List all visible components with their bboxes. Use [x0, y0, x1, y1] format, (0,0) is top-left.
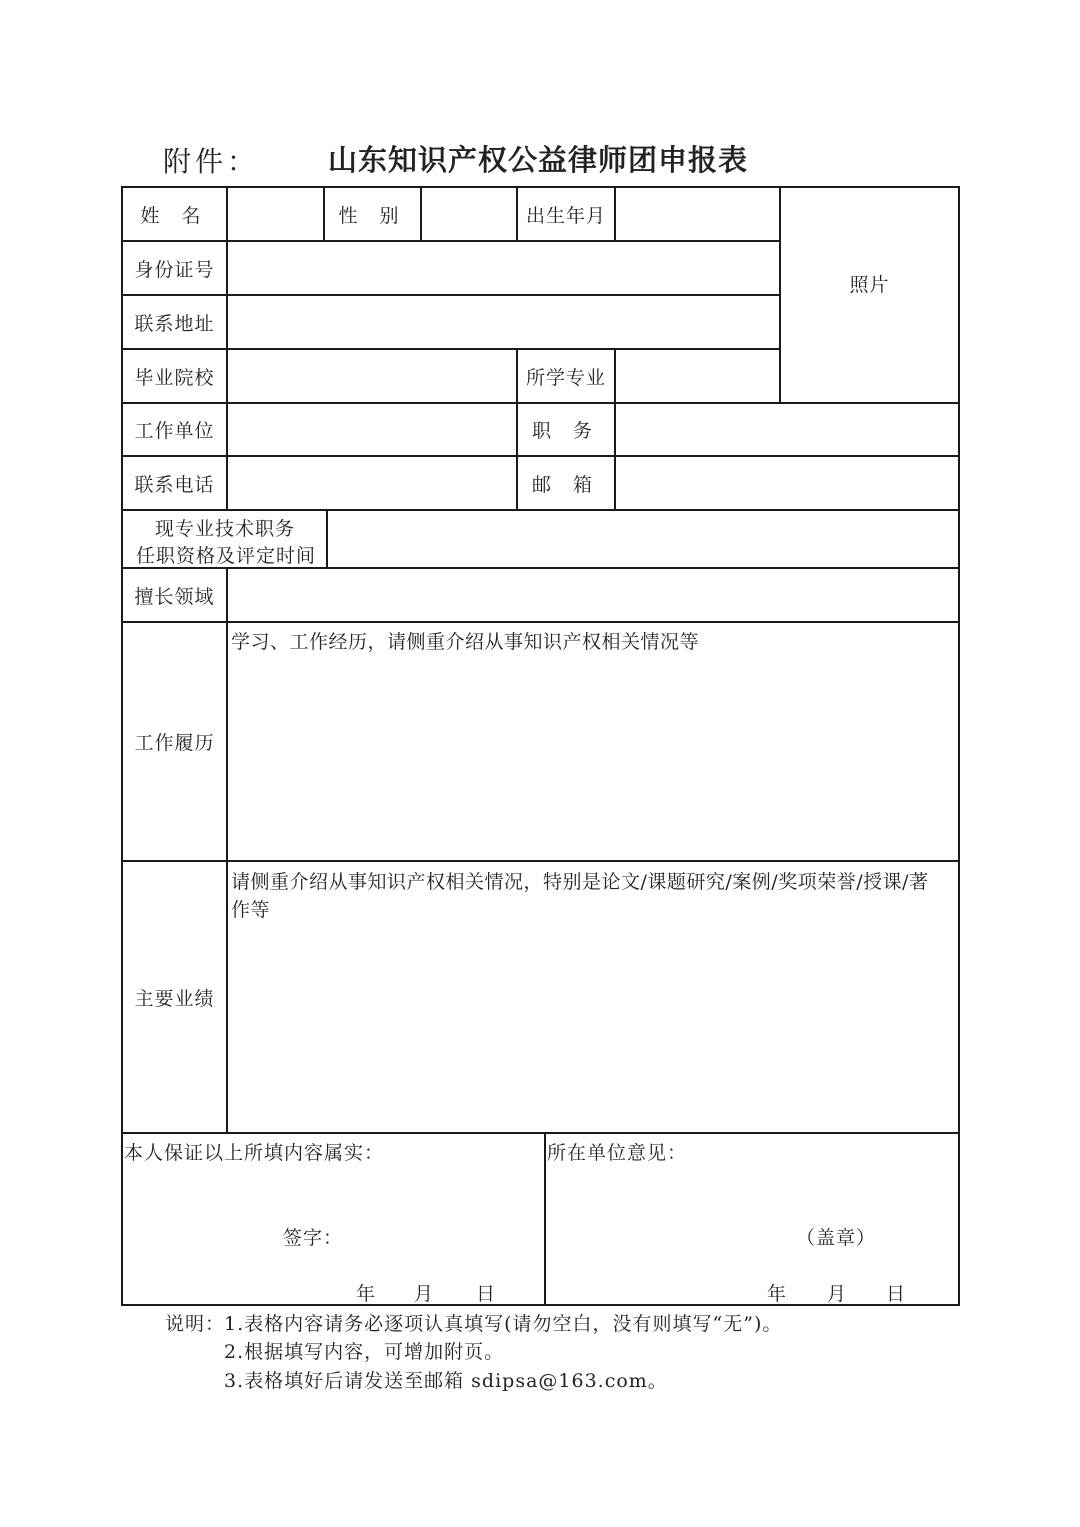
professional-title-field[interactable]: [328, 511, 958, 567]
phone-label: 联系电话: [134, 473, 215, 496]
seal-label: （盖章）: [796, 1227, 877, 1249]
unit-opinion-label: 所在单位意见：: [547, 1142, 688, 1164]
pledge-text: 本人保证以上所填内容属实：: [124, 1142, 385, 1164]
email-field[interactable]: [616, 457, 958, 509]
id-number-field[interactable]: [228, 242, 779, 294]
name-field[interactable]: [228, 188, 323, 240]
employer-label: 工作单位: [134, 420, 215, 442]
address-label: 联系地址: [134, 312, 215, 335]
opinion-date-year: 年: [767, 1283, 788, 1305]
gender-label: 性 别: [338, 204, 407, 227]
birth-date-label: 出生年月: [525, 204, 606, 227]
address-field[interactable]: [228, 296, 779, 348]
position-label: 职 务: [531, 420, 601, 442]
note-item: 1.表格内容请务必逐项认真填写(请勿空白，没有则填写“无”)。: [224, 1313, 783, 1335]
name-label: 姓 名: [140, 204, 209, 227]
major-label: 所学专业: [525, 366, 606, 389]
signature-label: 签字：: [283, 1227, 344, 1249]
work-history-hint: 学习、工作经历，请侧重介绍从事知识产权相关情况等: [231, 631, 700, 653]
form-title: 山东知识产权公益律师团申报表: [328, 143, 749, 177]
note-item: 2.根据填写内容，可增加附页。: [224, 1341, 505, 1363]
school-label: 毕业院校: [134, 366, 215, 389]
achievements-hint-line2: 作等: [231, 899, 271, 921]
achievements-field[interactable]: [228, 862, 958, 1132]
expertise-label: 擅长领域: [134, 585, 215, 608]
birth-date-field[interactable]: [616, 188, 779, 240]
gender-field[interactable]: [422, 188, 516, 240]
major-field[interactable]: [616, 350, 779, 402]
work-history-field[interactable]: [228, 623, 958, 860]
photo-box[interactable]: 照片: [849, 273, 890, 296]
pledge-cell[interactable]: [123, 1134, 544, 1304]
email-label: 邮 箱: [531, 473, 601, 496]
pledge-date-day: 日: [476, 1283, 497, 1305]
school-field[interactable]: [228, 350, 516, 402]
work-history-label: 工作履历: [134, 732, 215, 754]
opinion-date-day: 日: [886, 1283, 907, 1305]
employer-field[interactable]: [228, 404, 516, 455]
attachment-label: 附件：: [163, 145, 260, 178]
pledge-date-month: 月: [414, 1283, 435, 1305]
expertise-field[interactable]: [228, 569, 958, 621]
note-item: 3.表格填好后请发送至邮箱 sdipsa@163.com。: [224, 1370, 668, 1392]
notes-prefix: 说明：: [165, 1313, 226, 1335]
unit-opinion-cell[interactable]: [546, 1134, 958, 1304]
id-number-label: 身份证号: [134, 258, 215, 281]
phone-field[interactable]: [228, 457, 516, 509]
pledge-date-year: 年: [356, 1283, 377, 1305]
achievements-label: 主要业绩: [134, 987, 215, 1010]
professional-title-label-line1: 现专业技术职务: [155, 518, 296, 540]
opinion-date-month: 月: [827, 1283, 848, 1305]
professional-title-label-line2: 任职资格及评定时间: [136, 545, 317, 567]
achievements-hint-line1: 请侧重介绍从事知识产权相关情况，特别是论文/课题研究/案例/奖项荣誉/授课/著: [231, 871, 929, 893]
position-field[interactable]: [616, 404, 958, 455]
